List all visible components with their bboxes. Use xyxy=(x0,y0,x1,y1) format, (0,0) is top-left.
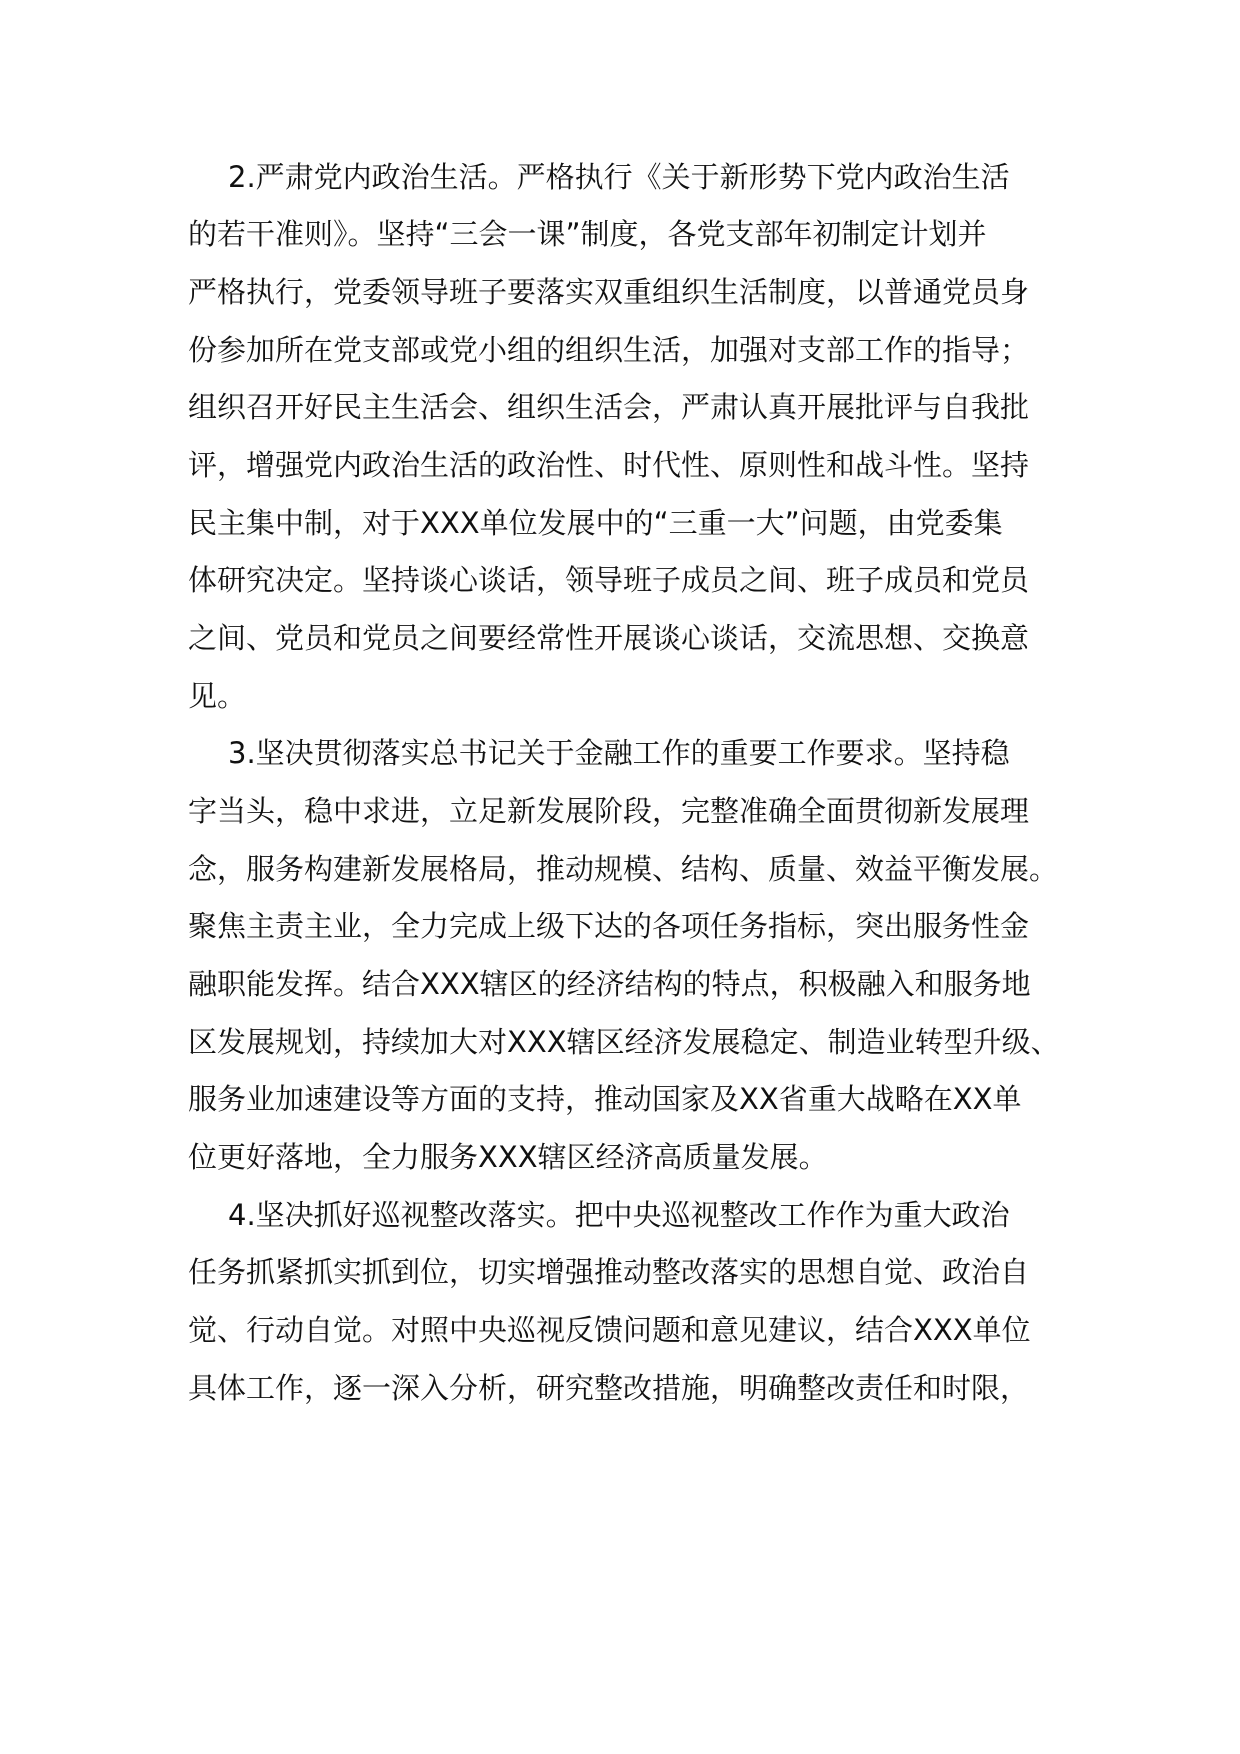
text-line: 区发展规划，持续加大对XXX辖区经济发展稳定、制造业转型升级、 xyxy=(188,1025,1060,1059)
text-line: 3.坚决贯彻落实总书记关于金融工作的重要工作要求。坚持稳 xyxy=(228,736,1010,770)
text-line: 严格执行，党委领导班子要落实双重组织生活制度，以普通党员身 xyxy=(188,275,1030,309)
text-line: 4.坚决抓好巡视整改落实。把中央巡视整改工作作为重大政治 xyxy=(228,1198,1010,1232)
text-line: 觉、行动自觉。对照中央巡视反馈问题和意见建议，结合XXX单位 xyxy=(188,1313,1031,1347)
text-line: 组织召开好民主生活会、组织生活会，严肃认真开展批评与自我批 xyxy=(188,390,1030,424)
text-line: 见。 xyxy=(188,679,247,713)
text-line: 具体工作，逐一深入分析，研究整改措施，明确整改责任和时限， xyxy=(188,1371,1030,1405)
text-line: 融职能发挥。结合XXX辖区的经济结构的特点，积极融入和服务地 xyxy=(188,967,1031,1001)
text-line: 评，增强党内政治生活的政治性、时代性、原则性和战斗性。坚持 xyxy=(188,448,1030,482)
text-line: 聚焦主责主业，全力完成上级下达的各项任务指标，突出服务性金 xyxy=(188,909,1030,943)
text-line: 位更好落地，全力服务XXX辖区经济高质量发展。 xyxy=(188,1140,828,1174)
text-line: 2.严肃党内政治生活。严格执行《关于新形势下党内政治生活 xyxy=(228,160,1010,194)
text-line: 字当头，稳中求进，立足新发展阶段，完整准确全面贯彻新发展理 xyxy=(188,794,1030,828)
text-line: 体研究决定。坚持谈心谈话，领导班子成员之间、班子成员和党员 xyxy=(188,563,1030,597)
text-line: 之间、党员和党员之间要经常性开展谈心谈话，交流思想、交换意 xyxy=(188,621,1030,655)
text-line: 份参加所在党支部或党小组的组织生活，加强对支部工作的指导； xyxy=(188,333,1030,367)
text-line: 服务业加速建设等方面的支持，推动国家及XX省重大战略在XX单 xyxy=(188,1082,1022,1116)
text-line: 念，服务构建新发展格局，推动规模、结构、质量、效益平衡发展。 xyxy=(188,852,1059,886)
text-line: 任务抓紧抓实抓到位，切实增强推动整改落实的思想自觉、政治自 xyxy=(188,1255,1030,1289)
text-line: 的若干准则》。坚持“三会一课”制度，各党支部年初制定计划并 xyxy=(188,217,987,251)
text-line: 民主集中制，对于XXX单位发展中的“三重一大”问题，由党委集 xyxy=(188,506,1003,540)
